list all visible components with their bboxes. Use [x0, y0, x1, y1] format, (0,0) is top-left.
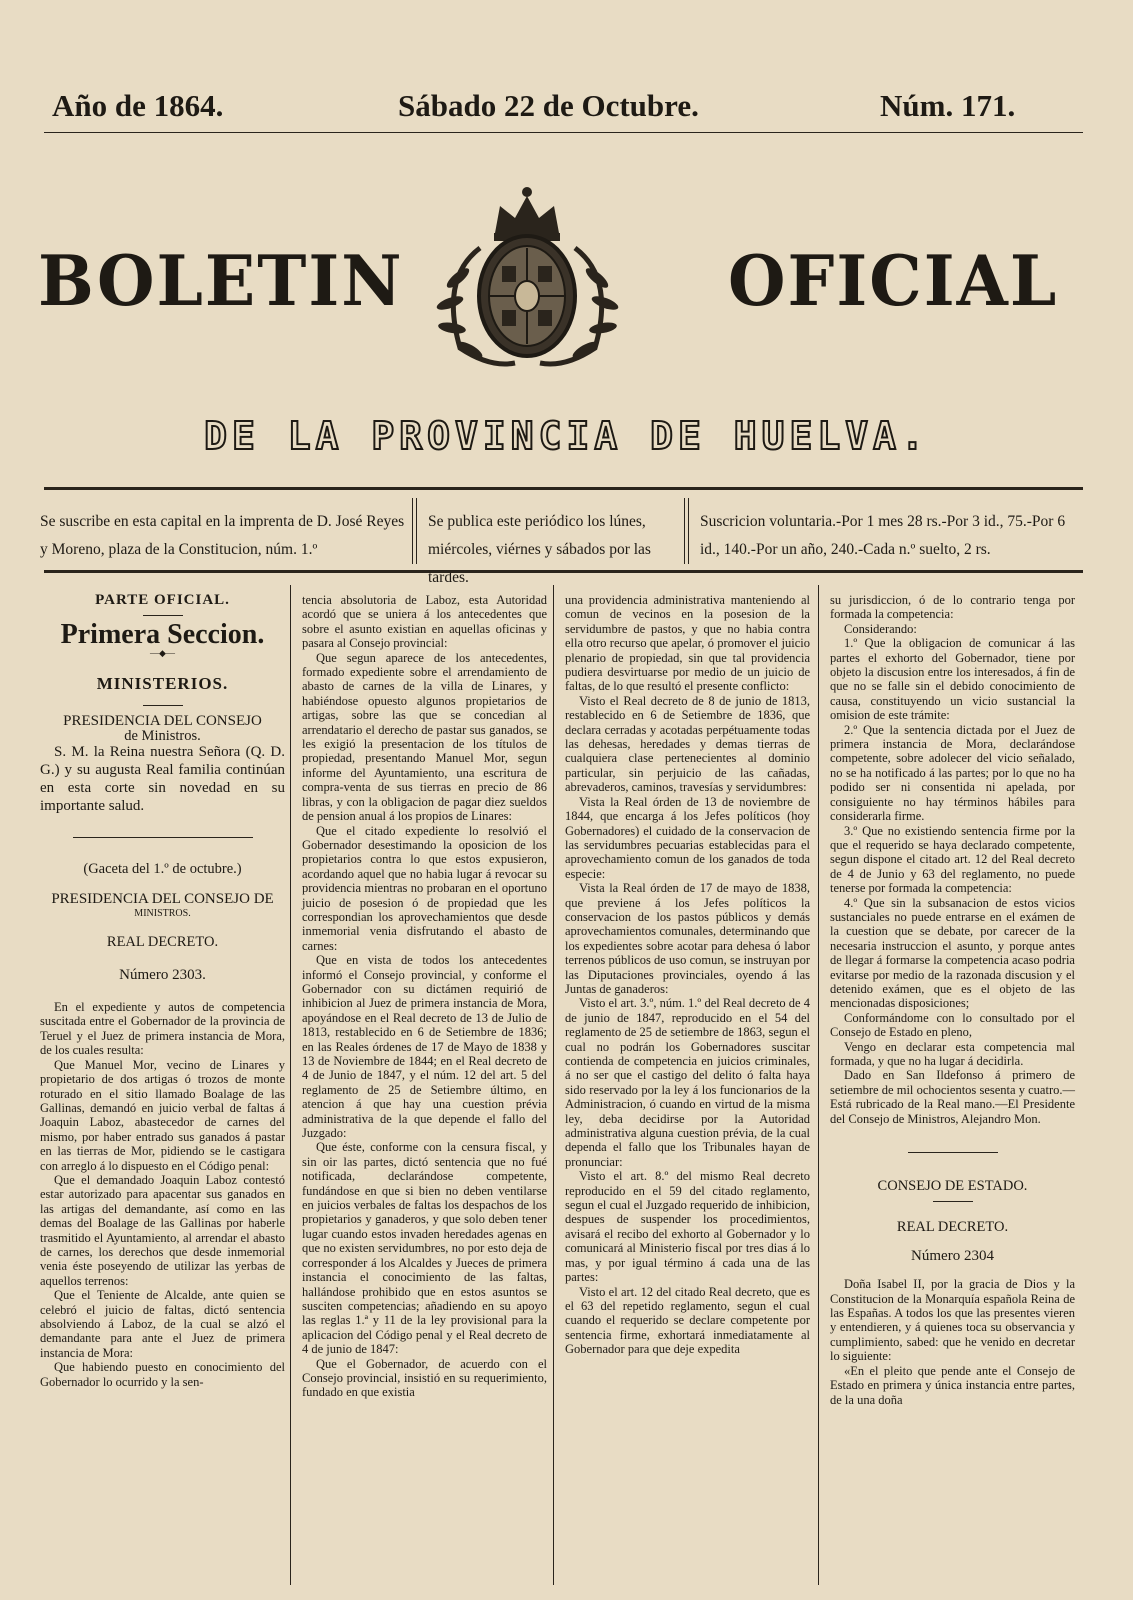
paragraph: Considerando: [844, 621, 917, 636]
section-parte-oficial: PARTE OFICIAL. [95, 592, 230, 608]
royal-health-notice: S. M. la Reina nuestra Señora (Q. D. G.) y su augusta Real familia continúan en esta corte sin novedad en su importante salud. [40, 744, 285, 815]
paragraph: Doña Isabel II, por la gracia de Dios y la Constitucion de la Monarquía española Reina de las Españas. A todos los que las presentes vieren y entendieren, y á quienes toca su observancia y cumplimiento, sabed: que he venido en decretar lo siguiente: [830, 1277, 1075, 1364]
presidencia-subheading: de Ministros. [124, 727, 201, 744]
paragraph: Visto el art. 8.º del mismo Real decreto reproducido en el 59 del citado reglamento, segun el cual el Juzgado requerido de inhibicion, despues de suspender los procedimientos, avisará el recibo del exhorto al Gobernador y lo comunicará al Ministerio fiscal por tres dias á lo mas, y por igual término á cada una de las partes: [565, 1169, 810, 1285]
info-divider [688, 498, 689, 564]
paragraph: Que segun aparece de los antecedentes, formado expediente sobre el arrendamiento de abasto de carnes de la villa de Linares, y habiéndose opuesto algunos propietarios de artigas, sobre las que se concedian al arrendatario el derecho de pastar sus ganados, se les exigió la presentacion de los títulos de propiedad, presentando Manuel Mor, segun informe del Ayuntamiento, una escritura de compra-venta de sus tierras en precio de 86 libras, y con la obligacion de pagar diez sueldos de pension anual á los propios de Linares: [302, 650, 547, 824]
paragraph: 2.º Que la sentencia dictada por el Juez de primera instancia de Mora, declarándose competente, sobre adolecer del vicio señalado, no se ha notificado á las partes; por lo que no ha podido ser ni consentida ni apelada, por consiguiente no hay términos hábiles para considerarla firme. [830, 722, 1075, 824]
presidencia-subheading-2: MINISTROS. [134, 907, 191, 919]
column-3 [565, 593, 810, 1593]
paragraph: Que el Teniente de Alcalde, ante quien se celebró el juicio de faltas, dictó sentencia absolviendo á Laboz, de la cual se alzó el demandante para ante el Juez de primera instancia de Mora: [40, 1288, 285, 1360]
issue-date: Sábado 22 de Octubre. [398, 88, 699, 123]
real-decreto-heading: REAL DECRETO. [106, 934, 219, 951]
subscription-location: Se suscribe en esta capital en la imprenta de D. José Reyes y Moreno, plaza de la Constitucion, núm. 1.º [40, 513, 405, 558]
issue-number: Núm. 171. [880, 88, 1016, 123]
divider [908, 1152, 998, 1153]
consejo-estado-heading: CONSEJO DE ESTADO. [877, 1178, 1028, 1195]
header-rule [44, 132, 1083, 133]
column-divider [290, 585, 291, 1585]
column-1 [40, 593, 285, 1583]
royal-coat-of-arms-icon [420, 178, 635, 378]
info-bottom-rule [44, 570, 1083, 573]
masthead-right: OFICIAL [728, 240, 1059, 322]
paragraph: Vista la Real órden de 17 de mayo de 1838, que previene á los Jefes políticos la conservacion de los pastos públicos y demás aprovechamientos comunales, determinando que los expedientes sobre acotar para dehesa ó labor terrenos públicos de uso comun, se instruyan por las Diputaciones provinciales, oyendo á las Juntas de ganaderos: [565, 881, 810, 996]
paragraph: su jurisdiccion, ó de lo contrario tenga por formada la competencia: [830, 593, 1075, 622]
paragraph: 1.º Que la obligacion de comunicar á las partes el exhorto del Gobernador, tiene por objeto la discusion entre los interesados, á fin de que no se falle sin el debido conocimiento de causa, constituyendo un vicio sustancial la omision de este trámite: [830, 636, 1075, 723]
decree-number: Número 2303. [119, 966, 206, 983]
paragraph: Visto el art. 3.º, núm. 1.º del Real decreto de 4 de junio de 1847, reproducido en el 54 del reglamento de 25 de setiembre de 1863, segun el cual no podrán los Gobernadores suscitar contienda de competencia en juicios criminales, á no ser que el castigo del delito ó falta haya sido reservado por la ley á los funcionarios de la Administracion, ó cuando en virtud de la misma ley, deba decidirse por la Autoridad administrativa alguna cuestion prévia, de la cual dependa el fallo que los Tribunales hayan de pronunciar: [565, 996, 810, 1169]
real-decreto-heading-2: REAL DECRETO. [896, 1219, 1009, 1236]
paragraph: Que Manuel Mor, vecino de Linares y propietario de dos artigas ó trozos de monte roturado en el sitio llamado Boalage de las Gallinas, demandó en juicio verbal de faltas á Joaquin Laboz, abastecedor de carnes del mismo, por haber entrado sus ganados á pastar en las tierras de Mor, pidiendo se le castigara con arreglo á lo dispuesto en el Código penal: [40, 1057, 285, 1173]
paragraph: Que el demandado Joaquin Laboz contestó estar autorizado para apacentar sus ganados en las artigas del demandante, así como en las demas del Boalage de las Gallinas por haberle trasmitido el Ayuntamiento, al arrendar el abasto de carnes, los derechos que desde inmemorial venia éste poseyendo de utilizar las yerbas de aquellos terrenos: [40, 1172, 285, 1288]
info-divider [416, 498, 417, 564]
publication-schedule: Se publica este periódico los lúnes, miércoles, viérnes y sábados por las tardes. [428, 513, 651, 586]
column-divider [818, 585, 819, 1585]
section-ministerios: MINISTERIOS. [96, 673, 229, 693]
info-top-rule [44, 487, 1083, 490]
column-2 [302, 593, 547, 1593]
divider [933, 1201, 973, 1202]
paragraph: Que éste, conforme con la censura fiscal, y sin oir las partes, dictó sentencia que no fué notificada, declarándose competente, fundándose en que si bien no deben ventilarse en juicios verbales de faltas los despachos de los propietarios y ganaderos, y que solo deben tener lugar cuando estos invaden heredades agenas en que no existen servidumbres, no por esto deja de corresponder á los Alcaldes y Jueces de primera instancia el conocimiento de las faltas, hallándose prohibido que en estos asuntos se susciten competencias; añadiendo en su apoyo las reglas 1.ª y 11 de la ley provisional para la aplicacion del Código penal y el Real decreto de 4 de junio de 1847: [302, 1140, 547, 1357]
column-divider [553, 585, 554, 1585]
divider [143, 615, 183, 616]
decree-number-2: Número 2304 [911, 1247, 994, 1264]
presidencia-heading: PRESIDENCIA DEL CONSEJO [63, 713, 262, 730]
info-divider [684, 498, 685, 564]
paragraph: Que el Gobernador, de acuerdo con el Consejo provincial, insistió en su requerimiento, fundado en que existia [302, 1356, 547, 1400]
paragraph: 4.º Que sin la subsanacion de estos vicios sustanciales no puede entrarse en el exámen de la cuestion que se debate, por carecer de la necesaria instruccion el asunto, y porque antes de llegar á formarse la competencia acaso podria evitarse por medio de la razonada discusion y el detenido exámen, que es el objeto de las mencionadas disposiciones; [830, 895, 1075, 1011]
info-divider [412, 498, 413, 564]
presidencia-heading-2: PRESIDENCIA DEL CONSEJO DE [51, 891, 274, 908]
masthead-subtitle: DE LA PROVINCIA DE HUELVA. [204, 414, 929, 458]
paragraph: una providencia administrativa manteniendo al comun de vecinos en la posesion de la servidumbre de pastos, y que no habia contra ella otro recurso que apelar, ó promover el juicio plenario de propiedad, sin que tal providencia pudiera desvirtuarse por medio de un juicio de faltas, de lo que resultó el presente conflicto: [565, 593, 810, 694]
paragraph: Que habiendo puesto en conocimiento del Gobernador lo ocurrido y la sen- [40, 1360, 285, 1389]
paragraph: Dado en San Ildefonso á primero de setiembre de mil ochocientos sesenta y cuatro.—Está rubricado de la Real mano.—El Presidente del Consejo de Ministros, Alejandro Mon. [830, 1068, 1075, 1126]
gaceta-source: (Gaceta del 1.º de octubre.) [83, 861, 242, 878]
paragraph: Visto el Real decreto de 8 de junio de 1813, restablecido en 6 de Setiembre de 1836, que declara cerradas y acotadas perpétuamente todas las dehesas, heredades y demas tierras de cualquiera clase pertenecientes al dominio particular, sin perjuicio de las cañadas, abrevaderos, caminos, travesías y servidumbres: [565, 693, 810, 795]
divider [143, 705, 183, 706]
masthead-left: BOLETIN [38, 240, 404, 322]
subscription-prices: Suscricion voluntaria.-Por 1 mes 28 rs.-Por 3 id., 75.-Por 6 id., 140.-Por un año, 240.-Cada n.º suelto, 2 rs. [700, 513, 1066, 558]
paragraph: Vista la Real órden de 13 de noviembre de 1844, que encarga á los Jefes políticos (hoy Gobernadores) el cuidado de la conservacion de las servidumbres pecuarias establecidas para el aprovechamiento comun de los ganados de toda especie: [565, 794, 810, 881]
ornament-divider: —◆— [150, 647, 175, 658]
paragraph: Conformándome con lo consultado por el Consejo de Estado en pleno, [830, 1010, 1075, 1040]
divider [73, 837, 253, 838]
paragraph: Que en vista de todos los antecedentes informó el Consejo provincial, y conforme el Gobernador con su dictámen requirió de inhibicion al Juez de primera instancia de Mora, apoyándose en el Real decreto de 13 de Julio de 1813, restablecido en 6 de Setiembre de 1836; en las Reales órdenes de 17 de Mayo de 1838 y 13 de Noviembre de 1844; en el Real decreto de 4 de Junio de 1847, y el núm. 12 del art. 5 del reglamento de 25 de Setiembre último, en atencion á que hay una cuestion prévia administrativa de la que depende el fallo del Juzgado: [302, 953, 547, 1141]
section-primera-seccion: Primera Seccion. [60, 619, 265, 651]
paragraph: tencia absolutoria de Laboz, esta Autoridad acordó que se uniera á los antecedentes que sobre el asunto existian en aquellas oficinas y pasara al Consejo provincial: [302, 593, 547, 651]
paragraph: Que el citado expediente lo resolvió el Gobernador desestimando la oposicion de los propietarios contra lo que estos expusieron, acordando aquel que no habia lugar á revocar su providencia mientras no probaran en el oportuno juicio de posesion ó de propiedad que les correspondian los aprovechamientos que desde inmemorial venia disfrutando el abasto de carnes: [302, 823, 547, 953]
issue-year: Año de 1864. [52, 88, 224, 123]
paragraph: 3.º Que no existiendo sentencia firme por la que el requerido se haya declarado competente, segun dispone el citado art. 12 del Real decreto de 4 de Junio y 63 del reglamento, no puede tenerse por formada la competencia: [830, 823, 1075, 896]
paragraph: En el expediente y autos de competencia suscitada entre el Gobernador de la provincia de Teruel y el Juez de primera instancia de Mora, de los cuales resulta: [40, 1000, 285, 1058]
column-4 [830, 593, 1075, 1593]
paragraph: Vengo en declarar esta competencia mal formada, y que no ha lugar á decidirla. [830, 1039, 1075, 1068]
paragraph: «En el pleito que pende ante el Consejo de Estado en primera y única instancia entre partes, de la una doña [830, 1363, 1075, 1407]
paragraph: Visto el art. 12 del citado Real decreto, que es el 63 del repetido reglamento, segun el cual cuando el requerido se declare competente por sentencia firme, exhortará inmediatamente al Gobernador para que deje expedita [565, 1284, 810, 1357]
